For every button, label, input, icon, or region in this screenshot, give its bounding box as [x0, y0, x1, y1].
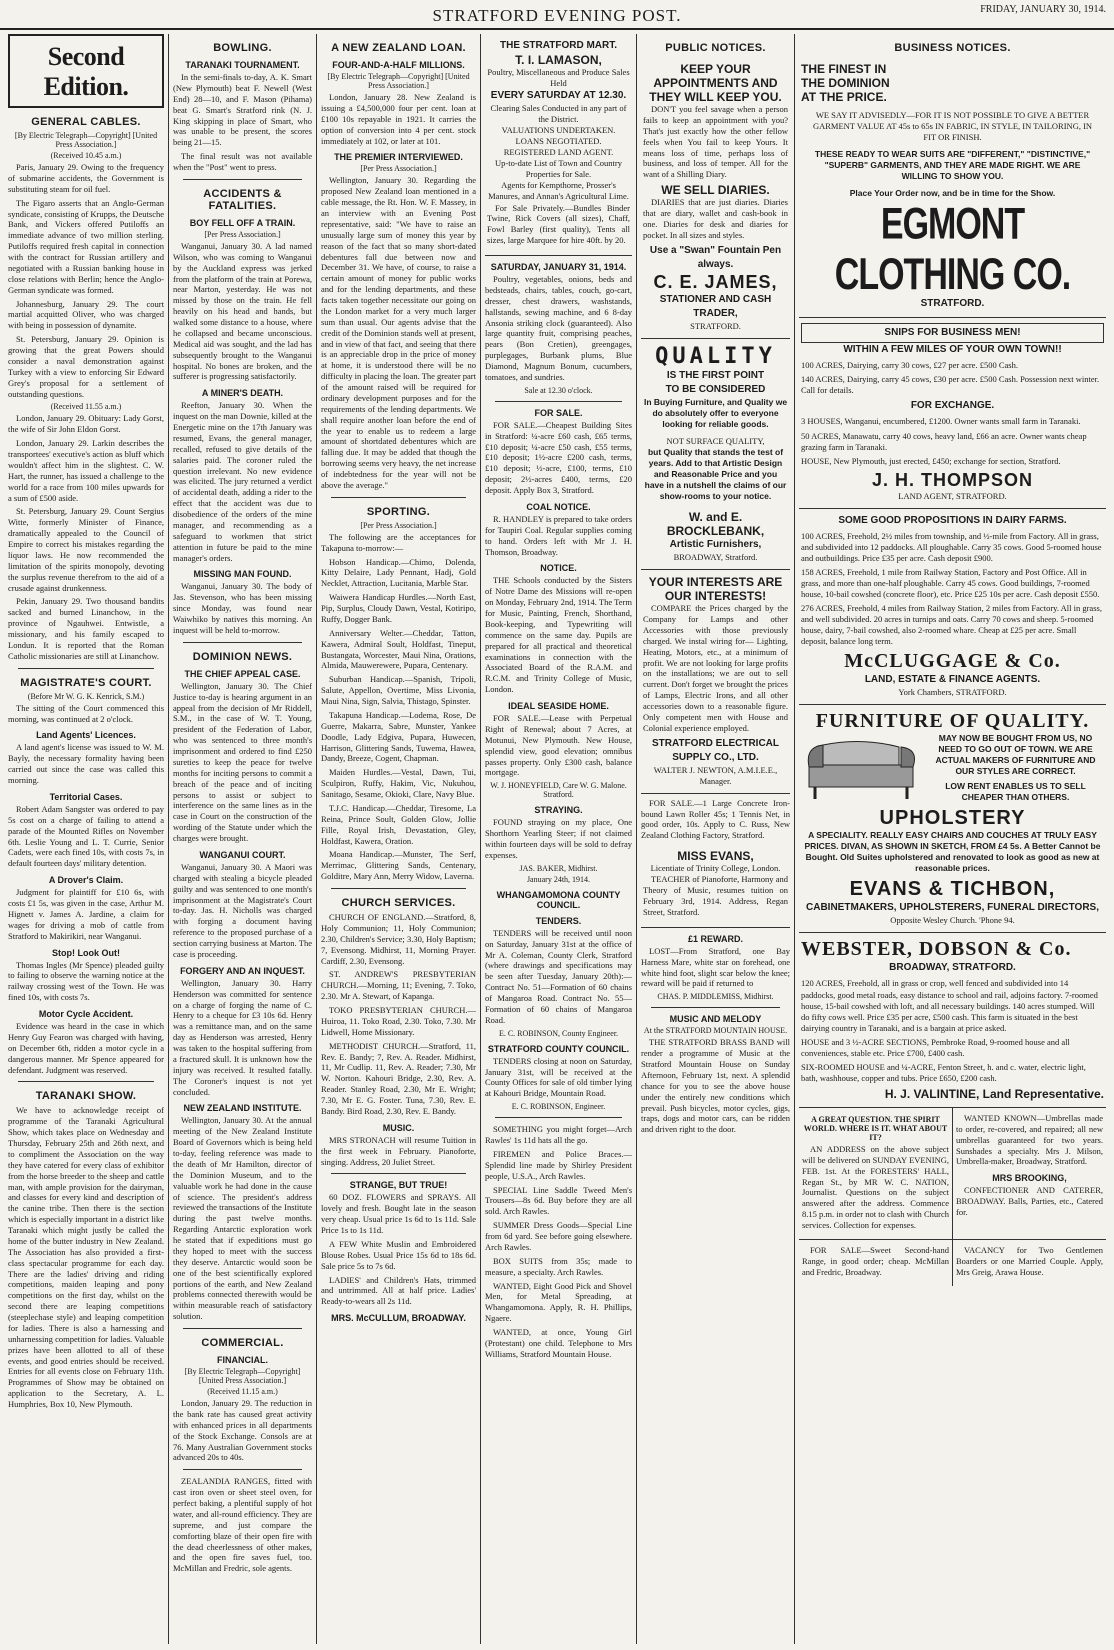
paragraph: CHURCH OF ENGLAND.—Stratford, 8, Holy Communion; 11, Holy Communion; 2.30, Children's Service; 3.30, Holy Baptism; 7, Evensong. Midhirst, 11, Morning Prayer. Cardiff, 2.30, Evensong.: [321, 912, 476, 966]
subhead: £1 REWARD.: [687, 933, 743, 944]
ad-heading: WE SELL DIARIES.: [661, 183, 770, 198]
paragraph: Wanganui, January 30. The body of Jas. Stevenson, who has been missing since Monday, was found near Waiwhiko by natives this morning. An inquest will be held to-morrow.: [173, 581, 312, 635]
ad-text: DIARIES that are just diaries. Diaries that are diary, wallet and cash-book in one. Diaries for desk and diaries for pocket. In all sizes and styles.: [643, 197, 788, 240]
subhead: A MINER'S DEATH.: [201, 388, 284, 399]
paragraph: St. Petersburg, January 29. Opinion is growing that the great Powers should consider a naval demonstration against Turkey with a view to enforcing Sir Edward Grey's proposal for a settlement of outstanding questions.: [8, 334, 164, 399]
advertisement-miss-evans: [641, 844, 790, 928]
ad-text: LOW RENT ENABLES US TO SELL CHEAPER THAN OTHERS.: [945, 781, 1086, 803]
paragraph: FOR SALE.—Cheapest Building Sites in Stratford: ¼-acre £60 cash, £65 terms, £10 deposit; ¼-acre £50 cash, £55 terms, £10 deposit; 1½-acre £200 cash, terms, £10 deposit; ½-acre, £100, terms, £10 deposit; 2½-acres £400, terms, £20 deposit. Apply Box 3, Stratford.: [485, 419, 632, 496]
ad-text: Agents for Kempthorne, Prosser's Manures, and Annan's Agricultural Lime.: [488, 180, 629, 202]
divider: [331, 1173, 466, 1174]
ad-text: MAY NOW BE BOUGHT FROM US, NO NEED TO GO OUT OF TOWN. WE ARE ACTUAL MAKERS OF FURNITURE AND OUR STYLES ARE CORRECT.: [935, 733, 1096, 777]
paragraph: Takapuna Handicap.—Lodema, Rose, De Guerre, Makarra, Sabre, Munster, Yankee Doodle, Lady Edgiva, Pupara, Huwecen, Harrison, Glittering Sands, Tuwema, Hawea, Dandy, Breeze, Cogent, Chapman.: [321, 709, 476, 764]
paragraph: London, January 28. New Zealand is issuing a £4,500,000 four per cent. loan at £100 10s repayable in 1921. It carries the option of conversion into 4 per cent. stock immediately at 102, or later at 101.: [321, 92, 476, 146]
paragraph: Wanganui, January 30. A Maori was charged with stealing a bicycle pleaded guilty and was sentenced to one month's imprisonment at the Magistrate's Court to-day. Jas. H. Nicholls was charged with forging a document having reference to the proposed purchase of a section carrying business at Marton. The case is proceeding.: [173, 861, 312, 959]
paragraph: Hobson Handicap.—Chimo, Dolenda, Kitty Delaire, Lady Pennant, Hadj, Gold Necklet, Attraction, Lucitania, Marble Star.: [321, 556, 476, 589]
paragraph: London, January 29. Obituary: Lady Gorst, the wife of Sir John Eldon Gorst.: [8, 413, 164, 435]
advertisement-thompson: [799, 318, 1106, 508]
ad-heading: AT THE PRICE.: [801, 90, 887, 104]
masthead: [0, 0, 1114, 30]
classified: FOR SALE—Sweet Second-hand Range, in good order; cheap. McMillan and Fredric, Broadway.: [802, 1244, 949, 1277]
advertisement-webster-dobson: [799, 933, 1106, 1107]
divider: [495, 1117, 622, 1118]
ad-heading: FURNITURE OF QUALITY.: [815, 710, 1090, 733]
listing: 158 ACRES, Freehold, 1 mile from Railway Station, Factory and Post Office. All in grass, and more than one-half ploughable. Carry 45 cows. Good buildings, 7-roomed house, 10-bail cowshed (concrete floor), etc. Price £25 10s per acre. Cash deposit £550.: [801, 566, 1100, 599]
signature: H. J. VALINTINE, Land Representative.: [884, 1086, 1104, 1101]
ad-text: STRATFORD.: [690, 320, 741, 331]
signature: W. J. HONEYFIELD, Care W. G. Malone. Stratford.: [490, 781, 627, 800]
subhead: THE CHIEF APPEAL CASE.: [184, 668, 301, 679]
subhead: TENDERS.: [535, 915, 582, 926]
classified: WANTED, Eight Good Pick and Shovel Men, for Metal Spreading, at Whangamomona. Apply, R. H. Phillips, Ngaere.: [485, 1280, 632, 1324]
paragraph: MRS STRONACH will resume Tuition in the first week in February. Pianoforte, singing. Address, 20 Juliet Street.: [321, 1134, 476, 1167]
byline: [Per Press Association.]: [360, 520, 437, 530]
paragraph: Poultry, vegetables, onions, beds and bedsteads, chairs, tables, couch, go-cart, dresser, chest drawers, washstands, hallstands, sewing machine, and 6 8-day Ansonia striking clock (guaranteed). Also large quantity fruit, comprising peaches, pears (Bon Cretien), greengages, purplegages, Burbank plums, Blue Diamond, Magnum Bonum, cucumbers, tomatoes, and sundries.: [485, 274, 632, 382]
paragraph: The following are the acceptances for Takapuna to-morrow:—: [321, 531, 476, 553]
ad-text: TO BE CONSIDERED: [665, 383, 766, 395]
ad-name: J. H. THOMPSON: [871, 469, 1033, 490]
ad-text: Sale at 12.30 o'clock.: [524, 385, 593, 395]
ad-name: EVANS & TICHBON,: [849, 878, 1056, 901]
ad-heading: THE FINEST IN: [801, 62, 887, 76]
paragraph: TENDERS closing at noon on Saturday, January 31st, will be received at the County Offices for sale of old timber lying at Kahouri Bridge, Mountain Road.: [485, 1055, 632, 1099]
paragraph: Wellington, January 30. Regarding the proposed New Zealand loan mentioned in a cable message, the Rt. Hon. W. F. Massey, in an interview with an Evening Post representative, said: "We have to raise an unusually large sum of money this year by reason of the fact that so many short-dated debentures fall due between now and December 31. We have, of course, to raise a certain amount of money for public works and for the lending departments, and these facts taken together necessitate our going on the London market for a very much larger sum than usual. Our agents advise that the credit of the Dominion stands well at present, and in view of that fact, and seeing that there is an appreciable drop in the price of money at home, it is understood there will be no difficulty in placing the loan. The greater part of the amount raised will be required for ordinary development purposes and for the requirements of the lending departments. We shall require another loan before the end of the year to enable us to redeem a large amount of shortdated debentures which are falling due. It may be added that though the borrowing seems very heavy, the net increase of indebtedness for the year will not be above the average.": [321, 175, 476, 490]
ad-text: A SPECIALITY. REALLY EASY CHAIRS AND COUCHES AT TRULY EASY PRICES. DIVAN, AS SHOWN IN SKETCH, FROM £4 5s. A Better Cannot be Bought. Old Suites upholstered and renovated to look as good as new at reasonable prices.: [804, 830, 1101, 874]
ad-name: T. I. LAMASON,: [515, 53, 602, 67]
classified: WANTED, at once, Young Girl (Protestant) one child. Telephone to Mrs Williams, Stratford Mountain House.: [485, 1327, 632, 1359]
divider: [183, 1328, 302, 1329]
classified: SPECIAL Line Saddle Tweed Men's Trousers—8s 6d. Buy before they are all sold. Arch Rawles.: [485, 1184, 632, 1217]
paragraph: R. HANDLEY is prepared to take orders for Taupiri Coal. Regular supplies coming to hand. Orders left with Mr J. H. Thomson, Broadway.: [485, 513, 632, 557]
ad-name: WEBSTER, DOBSON & Co.: [801, 938, 1072, 961]
received-time: (Received 11.15 a.m.): [207, 1387, 278, 1396]
paragraph: THE STRATFORD BRASS BAND will render a programme of Music at the Stratford Mountain House on Sunday Afternoon, February 1st, next. A splendid chance for you to see the above house under the entirely new conditions which prevail. Push bicycles, motor cycles, gigs, traps, dogs and motor cars, can be ridden and driven right to the door.: [641, 1037, 790, 1135]
egmont-logo-text: EGMONT CLOTHING CO.: [834, 199, 1071, 300]
ad-heading: QUALITY: [655, 343, 776, 369]
edition-banner: Second Edition.: [8, 34, 164, 108]
small-notices-bottom: [799, 1240, 1106, 1286]
received-time: (Received 11.55 a.m.): [50, 402, 122, 412]
article-title-taranaki-show: TARANAKI SHOW.: [35, 1090, 137, 1103]
paragraph: THE Schools conducted by the Sisters of Notre Dame des Missions will re-open on Monday, February 2nd, 1914. The Term for Music, Painting, French, Shorthand, Book-keeping, and Typewriting will commence on the same day. Pupils are prepared for all practical and theoretical examinations in connection with the Associated Board of the R.A.M. and R.C.M. and Trinity College of Music, London.: [485, 575, 632, 695]
subhead: FOR SALE.: [534, 407, 583, 418]
advertisement-zealandia: ZEALANDIA RANGES, fitted with cast iron oven or sheet steel oven, for perfect baking, a plentiful supply of hot water, and all-round efficiency. They are supreme, and just compare the comforting blaze of their open fire with the dead cheerlessness of other makes, and the open fire saves fuel, too. McMillan and Fredric, sole agents.: [173, 1476, 312, 1574]
ad-heading: UPHOLSTERY: [879, 807, 1026, 830]
advertisement-mccluggage: [799, 509, 1106, 706]
date-line: January 24th, 1914.: [526, 874, 591, 884]
column-3: [316, 34, 480, 1644]
paragraph: London, January 29. The reduction in the bank rate has caused great activity with enhanced prices in all departments of the Stock Exchange. Consols are at 76. Many Australian Government stocks advanced 20s to 40s.: [173, 1398, 312, 1463]
subhead: STRAYING.: [534, 805, 583, 816]
subhead: WHANGAMOMONA COUNTY COUNCIL.: [496, 889, 621, 910]
divider: [18, 1081, 154, 1082]
advertisement-evans-tichbon: [799, 705, 1106, 933]
ad-text: Artistic Furnishers,: [669, 539, 762, 551]
ad-text: AN ADDRESS on the above subject will be delivered on SUNDAY EVENING, FEB. 1st. At the FORESTERS' HALL, Regan St., by MR W. C. NATION, Journalist. Questions on the subject answered after the address. Commence 8.15 p.m. in order not to clash with Church services. Collection for expenses.: [802, 1143, 949, 1230]
subhead: IDEAL SEASIDE HOME.: [508, 701, 609, 712]
listing: 100 ACRES, Freehold, 2½ miles from township, and ½-mile from Factory. All in grass, and subdivided into 12 paddocks. All ploughable. Carry 35 cows. Good 5-roomed house and outbuildings. Price £35 per acre. Cash deposit £900.: [801, 530, 1102, 563]
paragraph: Wellington, January 30. The Chief Justice to-day is hearing argument in an appeal from the decision of Mr Riddell, S.M., in the case of W. T. Young, president of the Federation of Labor, who was sentenced to three month's imprisonment and ordered to find £250 sureties to keep the peace for twelve months for inciting persons to commit a breach of the peace and of inciting persons to assist or subject to interference on the same lines as in the case in Court on the construction of the wording of the Statute under which the charges were brought.: [173, 680, 312, 843]
article-title-general-cables: GENERAL CABLES.: [31, 116, 141, 128]
ad-heading: THE DOMINION: [801, 76, 890, 90]
ad-text: STATIONER AND CASH TRADER,: [659, 293, 772, 319]
ad-text: For Sale Privately.—Bundles Binder Twine, Rick Covers (all sizes), Chaff, Fowl Barley (first quality), Tents all sizes, large Marquee for hire 40ft. by 20.: [487, 202, 630, 246]
paragraph: Robert Adam Sangster was ordered to pay 5s cost on a charge of failing to attend a parade of the Mounted Rifles on November 6th. Leslie Young and L. T. Currie, Senior Cadets, were each fined 10s, with costs 7s, in default fourteen days' military detention.: [8, 803, 164, 869]
subhead: TARANAKI TOURNAMENT.: [185, 60, 300, 70]
ad-name: STRATFORD ELECTRICAL SUPPLY CO., LTD.: [651, 737, 780, 763]
ad-heading: A GREAT QUESTION. THE SPIRIT WORLD. WHERE IS IT. WHAT ABOUT IT?: [803, 1114, 948, 1142]
paragraph: Judgment for plaintiff for £10 6s, with costs £1 5s, was given in the case, Arthur M. Hignett v. James A. Jardine, a claim for wages for driving a mob of cattle from Stratford to Makirikiri, near Wanganui.: [8, 887, 164, 941]
byline: At the STRATFORD MOUNTAIN HOUSE.: [643, 1026, 788, 1036]
subhead: Motor Cycle Accident.: [38, 1009, 134, 1019]
article-title-magistrate: MAGISTRATE'S COURT.: [20, 676, 152, 689]
paragraph: Paris, January 29. Owing to the frequency of submarine accidents, the Government is substituting steam for oil fuel.: [8, 162, 164, 194]
column-1: [4, 34, 168, 1644]
newspaper-title: STRATFORD EVENING POST.: [432, 6, 682, 25]
ad-text: York Chambers, STRATFORD.: [898, 687, 1007, 698]
ad-text: STRATFORD.: [920, 298, 985, 310]
paragraph: A land agent's license was issued to W. M. Bayly, the necessary formality having been carried out since the case was called this morning.: [8, 742, 164, 785]
listing: 140 ACRES, Dairying, carry 45 cows, £30 per acre. £500 Cash. Possession next winter. Call for details.: [801, 374, 1100, 396]
paragraph: T.J.C. Handicap.—Cheddar, Tiresome, La Reina, Prince Soult, Golden Glow, Jollie Fille, Royal Irish, Devastation, Gley, Holdfast, Kawera, Oration.: [321, 802, 476, 846]
subhead: WANGANUI COURT.: [199, 849, 286, 860]
byline: [By Electric Telegraph—Copyright] [United Press Association.]: [14, 131, 158, 149]
ad-text: LOANS NEGOTIATED.: [515, 136, 602, 147]
subhead: MUSIC.: [382, 1122, 415, 1133]
ad-text: NOT SURFACE QUALITY,: [666, 435, 765, 446]
paragraph: Suburban Handicap.—Spanish, Tripoli, Salute, Appellon, Overtime, Miss Livonia, Maui Nina, Sign, Salvia, Thistago, Spinster.: [321, 674, 476, 706]
paragraph: In the semi-finals to-day, A. K. Smart (New Plymouth) beat F. Newell (West End) 28—10, and F. Mason (Pihama) beat G. Smart's Stratford rink (N. J. King skipping in place of Smart, who was unable to be present, the scores being 21—15.: [173, 72, 312, 148]
ad-heading: THE STRATFORD MART.: [499, 40, 618, 51]
ad-text: In Buying Furniture, and Quality we do absolutely offer to everyone looking for reliable goods.: [643, 396, 788, 429]
ad-text: LAND AGENT, STRATFORD.: [898, 490, 1007, 501]
signature: MRS. McCULLUM, BROADWAY.: [331, 1313, 466, 1324]
divider: [183, 642, 302, 643]
paragraph: Wanganui, January 30. A lad named Wilson, who was coming to Wanganui by the Auckland express was jerked from the platform of the train at Porewa, near Marton, yesterday. He was not missed by those on the train. He fell heavily on his head and hands, but walked some distance to a house, where he collapsed and became unconscious. Medical aid was sought, and the lad has subsequently brought to the Wanganui hospital. No bones are broken, and the sufferer is progressing satisfactorily.: [173, 240, 312, 382]
listing: HOUSE, New Plymouth, just erected, £450; exchange for section, Stratford.: [801, 455, 1061, 466]
paragraph: Anniversary Welter.—Cheddar, Tatton, Kawera, Admiral Soult, Holdfast, Tineput, Bustangata, Worcester, Maui Nina, Orations, Almida, Mauwerewere, Pupara, Centenary.: [321, 627, 476, 671]
ad-text: WALTER J. NEWTON, A.M.I.E.E., Manager.: [653, 764, 778, 786]
paragraph: LADIES' and Children's Hats, trimmed and untrimmed. All at half price. Ladies' Ready-to-wears all 2s 11d.: [321, 1274, 476, 1307]
byline: [Per Press Association.]: [360, 164, 437, 174]
paragraph: The final result was not available when the "Post" went to press.: [173, 151, 312, 172]
ad-text: DON'T you feel savage when a person fails to keep an appointment with you? That's just exactly how the other fellow feels when You fail to keep Yours. It means loss of time, perhaps loss of business, and loss of temper. All for the want of a Shilling Diary.: [643, 104, 788, 180]
ad-heading: MRS BROOKING,: [992, 1173, 1067, 1184]
subhead: Land Agents' Licences.: [36, 730, 136, 741]
paragraph: Pekin, January 29. Two thousand bandits sacked and burned Linanchow, in the province of Ngauhwei. Entwistle, a missionary, and his family escaped to Londun. It is reported that the Roman Catholic missionaries are still at Linanchow.: [8, 596, 164, 661]
listing: 276 ACRES, Freehold, 4 miles from Railway Station, 2 miles from Factory. All in grass, and well subdivided. 20 acres in turnips and oats. Carry 70 cows and sheep. 5-roomed house, dairy, 7-bail cowshed, also 2-roomed whare. Cheap at £25 per acre. Small deposit, balance long term.: [801, 602, 1102, 647]
ad-text: Place Your Order now, and be in time for the Show.: [849, 188, 1056, 199]
signature: CHAS. P. MIDDLEMISS, Midhirst.: [657, 992, 774, 1002]
article-title-commercial: COMMERCIAL.: [201, 1337, 284, 1349]
section-title-business-notices: BUSINESS NOTICES.: [894, 42, 1011, 54]
article-title-bowling: BOWLING.: [213, 42, 272, 54]
ad-text: Up-to-date List of Town and Country Properties for Sale.: [495, 158, 622, 180]
divider: [651, 1007, 780, 1008]
subhead: MUSIC AND MELODY: [669, 1014, 762, 1025]
divider: [331, 497, 466, 498]
paragraph: The sitting of the Court commenced this morning, was continued at 2 o'clock.: [8, 702, 164, 724]
ad-text: CABINETMAKERS, UPHOLSTERERS, FUNERAL DIRECTORS,: [806, 902, 1099, 914]
paragraph: Wellington, January 30. At the annual meeting of the New Zealand Institute Board of Governors which is being held to-day, feeling reference was made to the death of Mr Hamilton, director of the Dominion Museum, and to the valuable work he had done in the cause of science. The president's address reviewed the transactions of the Institute during the past twelve months. Regarding Antarctic exploration work he stated that if expeditions must go they hoped to meet with the success they deserve. Antarctic would soon be one of the best scientifically explored portions of the earth, and New Zealand problems connected therewith would be within measurable reach of satisfactory solution.: [173, 1115, 312, 1322]
ad-name: McCLUGGAGE & Co.: [844, 650, 1061, 673]
divider: [183, 1469, 302, 1470]
divan-illustration: [801, 735, 921, 805]
notice-umbrellas-brooking: [952, 1108, 1106, 1239]
paragraph: 60 DOZ. FLOWERS and SPRAYS. All lovely and fresh. Bought late in the season very cheap. Usual price 1s 6d to 1s 11d. Sale Price 1s to 1s 11d.: [321, 1192, 476, 1235]
byline: [By Electric Telegraph—Copyright] [United Press Association.]: [327, 72, 470, 90]
listing: 120 ACRES, Freehold, all in grass or crop, well fenced and subdivided into 14 paddocks, good metal roads, easy distance to school and rail, adjoins factory. 7-roomed house, 15-bail cowshed with loft, and all necessary buildings. 140 acres stumped. Will do fifty cows well. Price £35 per acre, £500 cash. This farm is situated in the best dairying country in Taranaki, and is a bargain at price asked.: [801, 978, 1098, 1033]
paragraph: We have to acknowledge receipt of programme of the Taranaki Agricultural Show, which takes place on Wednesday and Thursday, February 25th and 26th next, and to compliment the Association on the way they have catered for every class of exhibitor from the horse breeder to the sheep and cattle man, with ample provision for the dairyman, and classes for every kind and description of the canine tribe. Then there is the section which is especially important in a district like Taranaki which might justly be called the home of the butter industry in New Zealand. The Association has also provided a first-class spectacular programme for each day. There are the ladies' driving and riding competitions, maiden leaping and pony competitions on the first day, whilst on the second there are leaping competitions (steeplechase style) and leaping competition for ladies. There is also a harnessing and unharnessing competition for ladies. Valuable prizes have been allotted to all of these events, and good entries should be received. Entries for all events close on February 11th. Programmes of Show may be obtained on application to the Secretary, A. L. Humphries, Box 10, New Plymouth.: [8, 1105, 164, 1409]
classified: FOR SALE.—1 Large Concrete Iron-bound Lawn Roller 45s; 1 Tennis Net, in good order, 10s. Apply to C. Russ, New Zealand Clothing Factory, Stratford.: [641, 797, 790, 841]
advertisement-mart: [485, 34, 632, 256]
paragraph: TENDERS will be received until noon on Saturday, January 31st at the office of Mr A. Coleman, County Clerk, Stratford (where drawings and specifications may be seen after Tuesday, January 20th):— Contract No. 51—Formation of 60 chains of Mangaroa Road. Contract No. 55—Formation of 60 chains of Mangaroa Road.: [485, 927, 632, 1025]
classified: BOX SUITS from 35s; made to measure, a specialty. Arch Rawles.: [485, 1255, 632, 1277]
subhead: Territorial Cases.: [49, 791, 123, 802]
ad-text: BROADWAY, Stratford.: [673, 552, 758, 563]
column-4: [480, 34, 636, 1644]
classified: SUMMER Dress Goods—Special Line from 6d yard. See before going elsewhere. Arch Rawles.: [485, 1220, 632, 1252]
ad-name: W. and E. BROCKLEBANK,: [666, 510, 765, 539]
divider: [183, 179, 302, 180]
article-title-sporting: SPORTING.: [366, 505, 431, 518]
subhead: STRANGE, BUT TRUE!: [349, 1180, 448, 1191]
ad-heading: SOME GOOD PROPOSITIONS IN DAIRY FARMS.: [838, 514, 1067, 526]
paragraph: Waiwera Handicap Hurdles.—North East, Pip, Surplus, Cloudy Dawn, Vestal, Kotiripo, Ruffy, Dogger Bank.: [321, 592, 476, 624]
subhead: STRATFORD COUNTY COUNCIL.: [487, 1043, 630, 1054]
ad-heading: FOR EXCHANGE.: [910, 400, 995, 412]
subhead: FINANCIAL.: [217, 1355, 268, 1365]
divider: [495, 401, 622, 402]
ad-text: Clearing Sales Conducted in any part of the District.: [490, 103, 627, 125]
listing: 50 ACRES, Manawatu, carry 40 cows, heavy land, £66 an acre. Owner wants cheap grazing farm in Taranaki.: [801, 430, 1087, 452]
subhead: FOUR-AND-A-HALF MILLIONS.: [332, 60, 465, 70]
signature: E. C. ROBINSON, County Engineer.: [498, 1028, 619, 1038]
paragraph: Thomas Ingles (Mr Spence) pleaded guilty to failing to observe the warning notice at the railway crossing west of the Town. He was fined 10s, with costs 7s.: [8, 959, 164, 1003]
ad-text: LAND, ESTATE & FINANCE AGENTS.: [864, 674, 1041, 686]
column-6: [794, 34, 1110, 1644]
advertisement-electrical: [641, 570, 790, 794]
ad-text: WE SAY IT ADVISEDLY—FOR IT IS NOT POSSIBLE TO GIVE A BETTER GARMENT VALUE AT 45s to 65s IN FABRIC, IN STYLE, IN TAILORING, IN FIT OR FINISH.: [812, 110, 1093, 143]
ad-text: Use a "Swan" Fountain Pen always.: [649, 244, 782, 270]
paragraph: METHODIST CHURCH.—Stratford, 11, Rev. E. Bandy; 7, Rev. A. Reader. Midhirst, 11, Mr Cudlip. 11, Rev. A. Reader; 7.30, Mr W. Norton. Kahouri Bridge, 2.30, Rev. A. Reader. Stanley Road, 2.30, Mr E. Wright; 7.30, Mr E. G. Foster. Tuna, 7.30, Rev. E. Bandy. Bird Road, 2.30, Rev. E. Bandy.: [321, 1040, 476, 1116]
listing: HOUSE and 3 ½-ACRE SECTIONS, Pembroke Road, 9-roomed house and all conveniences, stable etc. Price £700, £400 cash.: [801, 1036, 1070, 1058]
subhead: COAL NOTICE.: [526, 501, 591, 512]
classified: SOMETHING you might forget—Arch Rawles' 1s 11d hats all the go.: [485, 1124, 632, 1146]
paragraph: Moana Handicap.—Munster, The Serf, Merrimac, Glittering Sands, Centenary, Golditre, Mary Ann, Merry Widow, Laverna.: [321, 849, 476, 882]
byline: [By Electric Telegraph—Copyright] [United Press Association.]: [184, 1367, 301, 1385]
ad-name: C. E. JAMES,: [653, 271, 778, 292]
ad-heading: MISS EVANS,: [677, 849, 754, 864]
byline: [Per Press Association.]: [204, 229, 281, 239]
subhead: NEW ZEALAND INSTITUTE.: [183, 1103, 302, 1114]
paragraph: The Figaro asserts that an Anglo-German syndicate, consisting of Krupps, the Deutsche Bank, and Vickers offered Putiloffs an immediate advance of two million sterling. Putiloffs required fresh capital in connection with the contract for Russian artillery and negotiated with a Russian banking house in close relations with Berlin; hence the Anglo-German syndicate was formed.: [8, 197, 164, 295]
article-title-church: CHURCH SERVICES.: [341, 897, 456, 909]
issue-date: FRIDAY, JANUARY 30, 1914.: [980, 4, 1106, 15]
paragraph: Maiden Hurdles.—Vestal, Dawn, Tui, Sculpiron, Ruffy, Hakim, Vic, Nukuhou, Sanitago, Sesame, Okioki, Clare, Navy Blue.: [321, 767, 476, 799]
listing: 3 HOUSES, Wanganui, encumbered, £1200. Owner wants small farm in Taranaki.: [801, 416, 1081, 427]
paragraph: LOST—From Stratford, one Bay Harness Mare, white star on forehead, one white hind foot, slight scar below the knee; reward will be paid if returned to: [641, 945, 790, 989]
subhead: BOY FELL OFF A TRAIN.: [189, 217, 296, 228]
column-5: [636, 34, 794, 1644]
paragraph: FOR SALE.—Lease with Perpetual Right of Renewal; about 7 Acres, at Motunui, New Plymouth. New House, splendid view, good elevation; omnibus passes property. Only £300 cash, balance mortgage.: [485, 713, 632, 778]
subhead: SATURDAY, JANUARY 31, 1914.: [490, 262, 627, 273]
ad-text: THESE READY TO WEAR SUITS ARE "DIFFERENT," "DISTINCTIVE," "SUPERB" GARMENTS, AND THEY ARE MADE RIGHT. WE ARE WILLING TO SHOW YOU.: [814, 149, 1091, 182]
ad-text: but Quality that stands the test of years. Add to that Artistic Design and Reasonable Price and you have in a nutshell the claims of our show-rooms to your notice.: [644, 446, 787, 502]
byline: (Before Mr W. G. K. Kenrick, S.M.): [27, 691, 145, 701]
article-title-loan: A NEW ZEALAND LOAN.: [331, 42, 466, 54]
subhead: FORGERY AND AN INQUEST.: [180, 965, 305, 976]
subhead: MISSING MAN FOUND.: [193, 569, 292, 580]
article-title-accidents: ACCIDENTS & FATALITIES.: [203, 187, 282, 212]
divider: [331, 888, 466, 889]
paragraph: Evidence was heard in the case in which Henry Guy Fearon was charged with having, on December 6th, ridden a motor cycle in a dangerous manner. Mr Spence appeared for defendant. Judgment was reserved.: [8, 1021, 164, 1075]
ad-text: Poultry, Miscellaneous and Produce Sales Held: [487, 67, 630, 89]
subhead: A Drover's Claim.: [48, 875, 124, 886]
paragraph: A FEW White Muslin and Embroidered Blouse Robes. Usual Price 15s 6d to 18s 6d. Sale price 5s to 7s 6d.: [321, 1238, 476, 1271]
ad-text: WANTED KNOWN—Umbrellas made to order, re-covered, and repaired; all new umbrellas guaranteed for two years. Sunshades a specialty. Mrs J. Milson, Umbrella-maker, Broadway, Stratford.: [956, 1112, 1103, 1167]
paragraph: Reefton, January 30. When the inquest on the man Downie, killed at the Energetic mine on the 17th January was resumed, Evans, the general manager, recalled, refused to give details of the salaries paid. The coroner ruled the question irrelevant. No new evidence was elicited. The jury returned a verdict of accidental death, adding a rider to the effect that the accident was due to disobedience of the orders of the mine manager, and recommending as a safeguard to workmen that strict attention in future be paid to the mine manager's orders.: [173, 400, 312, 563]
ad-text: BROADWAY, STRATFORD.: [889, 962, 1016, 974]
advertisement-egmont: [799, 57, 1106, 318]
ad-heading: YOUR INTERESTS ARE OUR INTERESTS!: [648, 575, 783, 604]
paragraph: TOKO PRESBYTERIAN CHURCH.—Huiroa, 11. Toko Road, 2.30. Toko, 7.30. Mr Lidwell, Home Missionary.: [321, 1005, 476, 1037]
received-time: (Received 10.45 a.m.): [50, 151, 122, 160]
ad-text: EVERY SATURDAY AT 12.30.: [490, 90, 627, 102]
advertisement-quality: [641, 339, 790, 570]
classified: FIREMEN and Police Braces.—Splendid line made by Shirley President people, U.S.A., Arch Rawles.: [485, 1148, 632, 1181]
article-title-dominion: DOMINION NEWS.: [192, 650, 293, 663]
ad-heading: KEEP YOUR APPOINTMENTS AND THEY WILL KEEP YOU.: [649, 62, 782, 104]
ad-text: Opposite Wesley Church. 'Phone 94.: [890, 915, 1015, 926]
paragraph: ST. ANDREW'S PRESBYTERIAN CHURCH.—Morning, 11; Evening, 7. Toko, 2.30. Mr A. Stewart, of Kapanga.: [321, 969, 476, 1002]
paragraph: Johannesburg, January 29. The court martial acquitted Oliver, who was charged with being in possession of dynamite.: [8, 298, 164, 331]
ad-text: TEACHER of Pianoforte, Harmony and Theory of Music, resumes tuition on February 3rd, 1914. Address, Regan Street, Stratford.: [643, 874, 788, 917]
listing: SIX-ROOMED HOUSE and ¼-ACRE, Fenton Street, h. and c. water, electric light, bath, washhouse, copper and tubs. Price £650, £200 cash.: [801, 1061, 1086, 1083]
ad-text: IS THE FIRST POINT: [666, 369, 765, 381]
subhead: Stop! Look Out!: [52, 947, 120, 958]
ad-text: CONFECTIONER AND CATERER, BROADWAY. Balls, Parties, etc., Catered for.: [956, 1185, 1103, 1217]
signature: JAS. BAKER, Midhirst.: [519, 863, 598, 873]
paragraph: Wellington, January 30. Harry Henderson was committed for sentence on a charge of forging the name of C. Henry to a cheque for £3 10s 6d. Henry was a remittance man, and on the same day as Henderson was arrested, Henry was taken to the hospital suffering from a fractured skull. It is unknown how the injury was received. It resulted fatally. The Coroner's inquest is not yet concluded.: [173, 977, 312, 1097]
paragraph: St. Petersburg, January 29. Count Sergius Witte, formerly Minister of Finance, dramatically appealed to the Council of Empire to correct his mistakes regarding the liquor laws. He now recommended the limitation of the spirits monopoly, devoting the surplus revenue therefrom to the aid of a crusade against drunkenness.: [8, 506, 164, 593]
notice-spirit-world: [799, 1108, 952, 1239]
subhead: NOTICE.: [540, 563, 577, 574]
subhead: THE PREMIER INTERVIEWED.: [334, 152, 463, 163]
divider: [18, 668, 154, 669]
ad-text: WITHIN A FEW MILES OF YOUR OWN TOWN!!: [843, 344, 1062, 356]
paragraph: FOUND straying on my place, One Shorthorn Yearling Steer; if not claimed within fourteen days will be sold to defray expenses.: [485, 817, 632, 860]
column-2: [168, 34, 316, 1644]
advertisement-diaries: [641, 57, 790, 339]
ad-heading: SNIPS FOR BUSINESS MEN!: [801, 323, 1104, 343]
ad-text: COMPARE the Prices charged by the Company for Lamps and other Accessories with those previously charged. We instal wiring for— Lighting, Heating, Motors, etc., at a minimum of profit. We are not looking for large profits on the installations; we are out to sell current. Don't forget we brought the prices of Lamps, Electric Irons, and all other accessories down to a reasonable figure. Only competent men with House and Colonial experience employed.: [643, 603, 788, 733]
ad-text: VALUATIONS UNDERTAKEN.: [501, 125, 616, 136]
section-title-public-notices: PUBLIC NOTICES.: [665, 42, 766, 54]
small-notices: [799, 1108, 1106, 1240]
ad-text: REGISTERED LAND AGENT.: [503, 147, 614, 158]
ad-text: Licentiate of Trinity College, London.: [650, 863, 781, 874]
signature: E. C. ROBINSON, Engineer.: [511, 1102, 606, 1112]
listing: 100 ACRES, Dairying, carry 30 cows, £27 per acre. £500 Cash.: [801, 360, 1018, 371]
classified: VACANCY for Two Gentlemen Boarders or one Married Couple. Apply, Mrs Greig, Arawa House.: [956, 1244, 1103, 1277]
paragraph: London, January 29. Larkin describes the transportees' executive's action as bluff which wouldn't affect him in the slightest. C. W. Hart, the runner, has issued a challenge to the world for a race from 100 miles upwards for a sum of £500 aside.: [8, 438, 164, 503]
